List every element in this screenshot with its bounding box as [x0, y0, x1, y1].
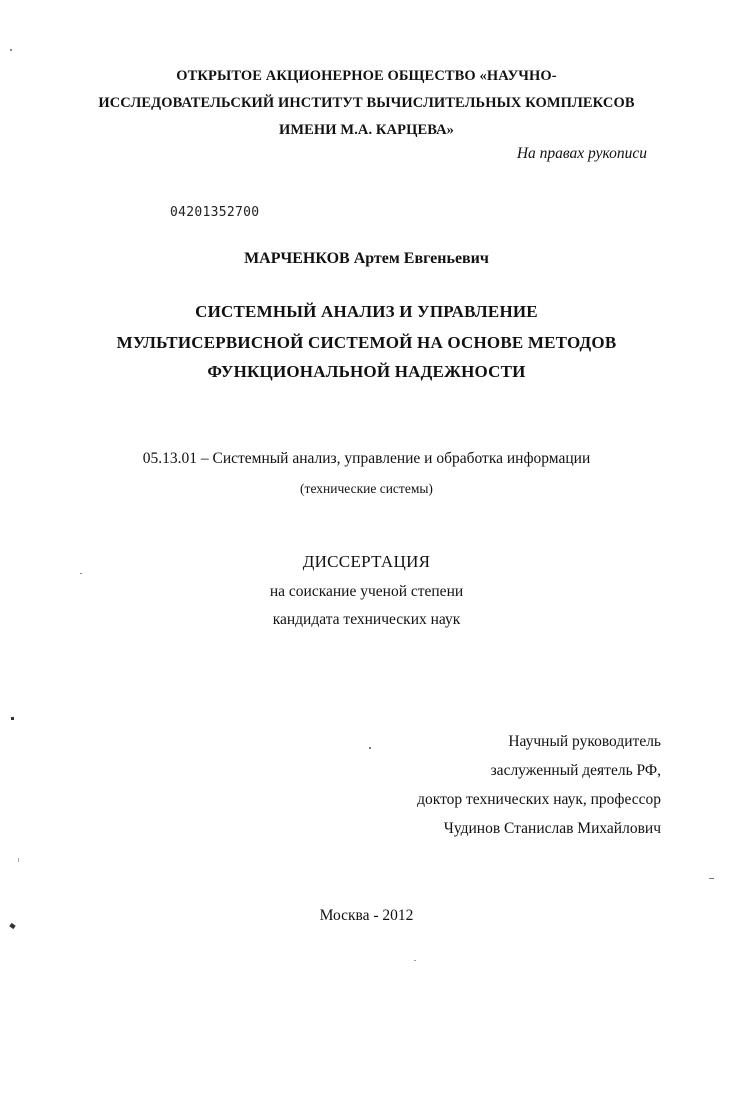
- city-year: Москва - 2012: [319, 907, 414, 924]
- thesis-title-line-2: МУЛЬТИСЕРВИСНОЙ СИСТЕМОЙ НА ОСНОВЕ МЕТОДОВ: [116, 333, 617, 352]
- document-type-heading: ДИССЕРТАЦИЯ: [302, 552, 431, 571]
- scan-speck: [709, 878, 714, 879]
- degree-line-2: кандидата технических наук: [272, 611, 461, 628]
- scan-speck: [10, 49, 12, 51]
- advisor-name: Чудинов Станислав Михайлович: [443, 820, 661, 837]
- advisor-honor: заслуженный деятель РФ,: [490, 762, 661, 779]
- specialty-code: 05.13.01 – Системный анализ, управление и обработка информации: [142, 450, 591, 467]
- advisor-role: Научный руководитель: [508, 733, 661, 750]
- scan-speck: [80, 573, 82, 574]
- scan-speck: [11, 717, 14, 720]
- scan-speck: [18, 858, 19, 862]
- thesis-title-line-3: ФУНКЦИОНАЛЬНОЙ НАДЕЖНОСТИ: [207, 362, 526, 381]
- manuscript-rights-note: На правах рукописи: [516, 145, 647, 162]
- registry-number-stamp: 04201352700: [170, 204, 260, 221]
- author-name: МАРЧЕНКОВ Артем Евгеньевич: [244, 250, 489, 267]
- scan-speck: [369, 747, 371, 749]
- organization-line-2: ИССЛЕДОВАТЕЛЬСКИЙ ИНСТИТУТ ВЫЧИСЛИТЕЛЬНЫХ КОМПЛЕКСОВ: [98, 95, 635, 111]
- organization-line-1: ОТКРЫТОЕ АКЦИОНЕРНОЕ ОБЩЕСТВО «НАУЧНО-: [176, 68, 557, 84]
- degree-line-1: на соискание ученой степени: [269, 583, 464, 600]
- scan-speck: [414, 960, 416, 961]
- advisor-credentials: доктор технических наук, профессор: [417, 791, 661, 808]
- organization-line-3: ИМЕНИ М.А. КАРЦЕВА»: [278, 122, 455, 138]
- specialty-subtitle: (технические системы): [300, 481, 433, 496]
- thesis-title-line-1: СИСТЕМНЫЙ АНАЛИЗ И УПРАВЛЕНИЕ: [195, 302, 538, 321]
